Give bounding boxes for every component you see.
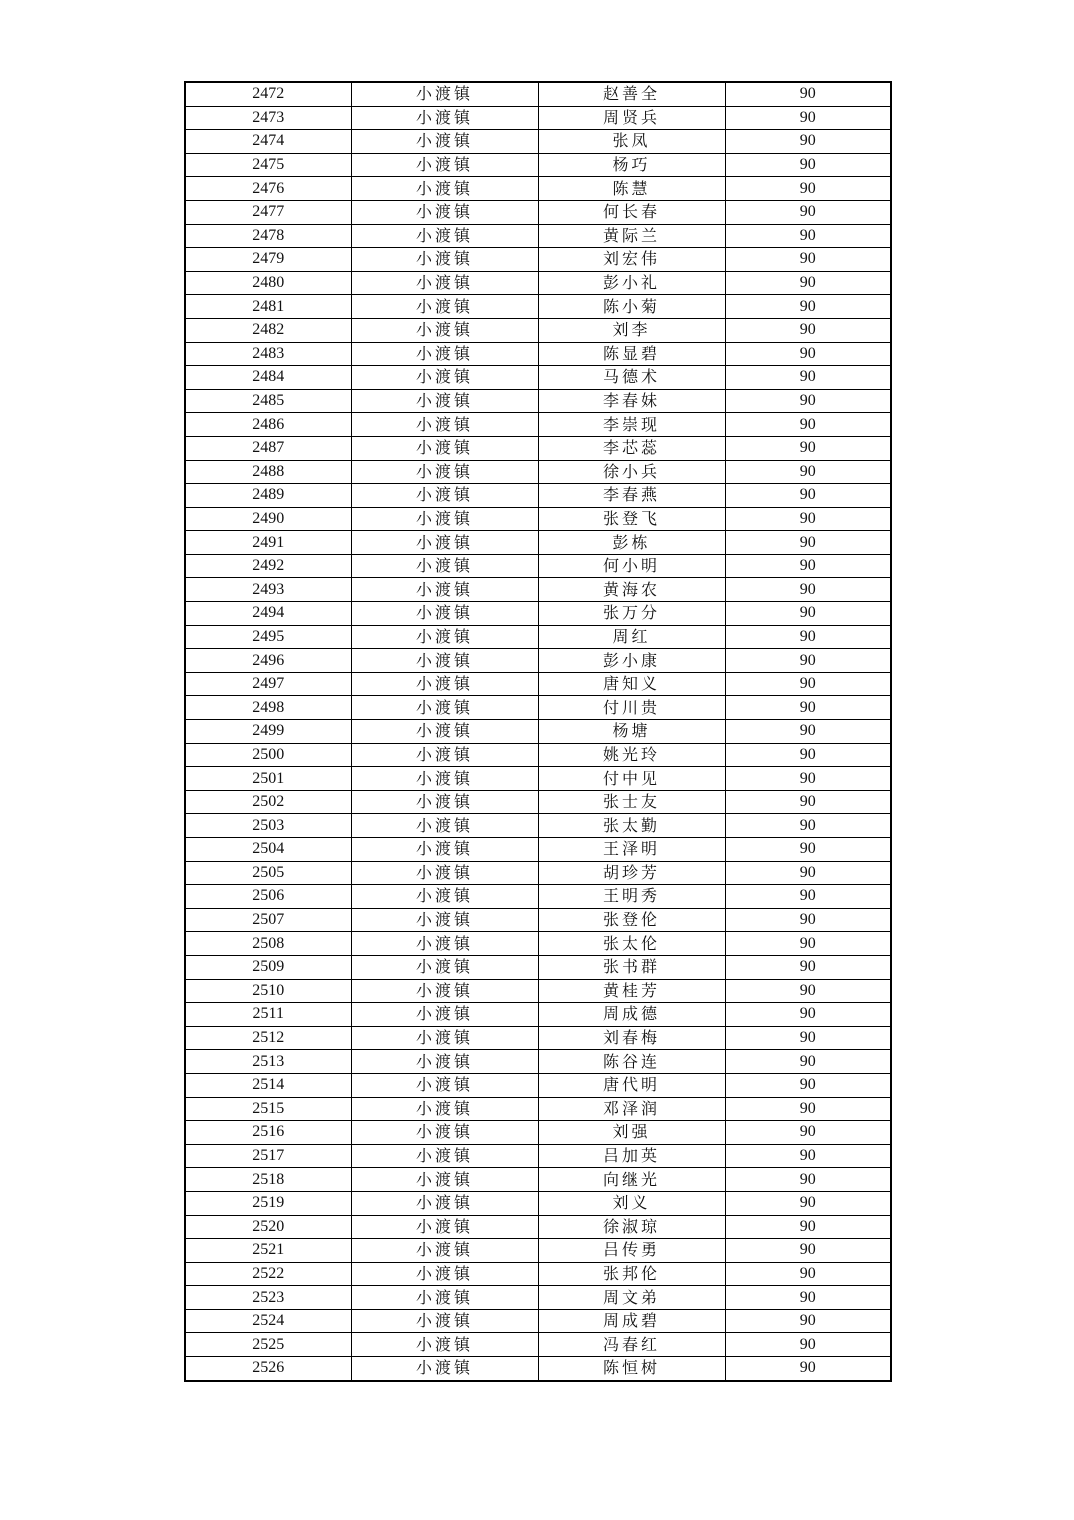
score-cell: 90 [725,436,891,460]
row-number-cell: 2515 [185,1097,351,1121]
town-cell: 小渡镇 [351,602,538,626]
name-cell: 李春妹 [538,389,725,413]
name-cell: 张凤 [538,130,725,154]
town-cell: 小渡镇 [351,1097,538,1121]
row-number-cell: 2519 [185,1191,351,1215]
town-cell: 小渡镇 [351,1333,538,1357]
table-row [185,130,891,154]
town-cell: 小渡镇 [351,625,538,649]
row-number-cell: 2508 [185,932,351,956]
name-cell: 彭小礼 [538,271,725,295]
town-cell: 小渡镇 [351,366,538,390]
name-cell: 陈小菊 [538,295,725,319]
table-row [185,861,891,885]
score-cell: 90 [725,696,891,720]
town-cell: 小渡镇 [351,932,538,956]
table-row [185,1097,891,1121]
town-cell: 小渡镇 [351,82,538,106]
town-cell: 小渡镇 [351,979,538,1003]
score-cell: 90 [725,1121,891,1145]
town-cell: 小渡镇 [351,1026,538,1050]
name-cell: 张登飞 [538,507,725,531]
name-cell: 徐小兵 [538,460,725,484]
row-number-cell: 2487 [185,436,351,460]
score-cell: 90 [725,507,891,531]
table-row [185,1003,891,1027]
name-cell: 张太勤 [538,814,725,838]
name-cell: 周文弟 [538,1286,725,1310]
town-cell: 小渡镇 [351,861,538,885]
row-number-cell: 2475 [185,153,351,177]
row-number-cell: 2493 [185,578,351,602]
row-number-cell: 2510 [185,979,351,1003]
town-cell: 小渡镇 [351,1050,538,1074]
table-row [185,106,891,130]
table-row [185,1168,891,1192]
score-cell: 90 [725,484,891,508]
row-number-cell: 2495 [185,625,351,649]
row-number-cell: 2485 [185,389,351,413]
score-cell: 90 [725,743,891,767]
score-cell: 90 [725,295,891,319]
score-cell: 90 [725,979,891,1003]
table-row [185,436,891,460]
table-row [185,554,891,578]
row-number-cell: 2503 [185,814,351,838]
name-cell: 赵善全 [538,82,725,106]
name-cell: 何长春 [538,200,725,224]
row-number-cell: 2474 [185,130,351,154]
name-cell: 刘强 [538,1121,725,1145]
table-row [185,955,891,979]
score-cell: 90 [725,342,891,366]
table-row [185,1309,891,1333]
name-cell: 付川贵 [538,696,725,720]
table-row [185,342,891,366]
name-cell: 陈恒树 [538,1357,725,1381]
row-number-cell: 2480 [185,271,351,295]
row-number-cell: 2524 [185,1309,351,1333]
row-number-cell: 2483 [185,342,351,366]
row-number-cell: 2507 [185,908,351,932]
name-cell: 张太伦 [538,932,725,956]
score-cell: 90 [725,106,891,130]
row-number-cell: 2516 [185,1121,351,1145]
row-number-cell: 2511 [185,1003,351,1027]
score-cell: 90 [725,908,891,932]
town-cell: 小渡镇 [351,554,538,578]
name-cell: 张邦伦 [538,1262,725,1286]
table-row [185,814,891,838]
table-row [185,672,891,696]
score-cell: 90 [725,130,891,154]
table-row [185,1357,891,1381]
town-cell: 小渡镇 [351,1286,538,1310]
row-number-cell: 2500 [185,743,351,767]
score-cell: 90 [725,861,891,885]
table-row [185,460,891,484]
score-cell: 90 [725,318,891,342]
score-cell: 90 [725,885,891,909]
name-cell: 陈谷连 [538,1050,725,1074]
name-cell: 刘李 [538,318,725,342]
name-cell: 陈慧 [538,177,725,201]
row-number-cell: 2497 [185,672,351,696]
name-cell: 黄际兰 [538,224,725,248]
town-cell: 小渡镇 [351,1357,538,1381]
score-cell: 90 [725,720,891,744]
table-row [185,743,891,767]
row-number-cell: 2501 [185,767,351,791]
town-cell: 小渡镇 [351,389,538,413]
table-row [185,1262,891,1286]
table-row [185,1215,891,1239]
score-cell: 90 [725,366,891,390]
name-cell: 马德术 [538,366,725,390]
town-cell: 小渡镇 [351,1239,538,1263]
name-cell: 唐知义 [538,672,725,696]
table-row [185,248,891,272]
table-row [185,366,891,390]
name-cell: 李芯蕊 [538,436,725,460]
name-cell: 李春燕 [538,484,725,508]
table-row [185,790,891,814]
town-cell: 小渡镇 [351,224,538,248]
town-cell: 小渡镇 [351,106,538,130]
score-cell: 90 [725,531,891,555]
name-cell: 邓泽润 [538,1097,725,1121]
name-cell: 李崇现 [538,413,725,437]
row-number-cell: 2491 [185,531,351,555]
town-cell: 小渡镇 [351,318,538,342]
table-row [185,295,891,319]
score-cell: 90 [725,1003,891,1027]
score-cell: 90 [725,814,891,838]
row-number-cell: 2520 [185,1215,351,1239]
score-cell: 90 [725,1215,891,1239]
name-cell: 向继光 [538,1168,725,1192]
name-cell: 杨巧 [538,153,725,177]
table-row [185,200,891,224]
town-cell: 小渡镇 [351,649,538,673]
score-cell: 90 [725,578,891,602]
score-cell: 90 [725,1168,891,1192]
row-number-cell: 2486 [185,413,351,437]
row-number-cell: 2494 [185,602,351,626]
town-cell: 小渡镇 [351,1191,538,1215]
name-cell: 付中见 [538,767,725,791]
table-row [185,413,891,437]
table-row [185,602,891,626]
table-row [185,885,891,909]
table-row [185,224,891,248]
table-row [185,720,891,744]
town-cell: 小渡镇 [351,295,538,319]
town-cell: 小渡镇 [351,955,538,979]
town-cell: 小渡镇 [351,1309,538,1333]
table-row [185,484,891,508]
roster-table-body [185,82,891,1381]
row-number-cell: 2489 [185,484,351,508]
score-cell: 90 [725,271,891,295]
row-number-cell: 2476 [185,177,351,201]
table-row [185,1026,891,1050]
row-number-cell: 2496 [185,649,351,673]
name-cell: 王泽明 [538,838,725,862]
town-cell: 小渡镇 [351,177,538,201]
town-cell: 小渡镇 [351,1144,538,1168]
score-cell: 90 [725,248,891,272]
town-cell: 小渡镇 [351,342,538,366]
score-cell: 90 [725,838,891,862]
score-cell: 90 [725,602,891,626]
table-row [185,696,891,720]
score-cell: 90 [725,649,891,673]
table-row [185,838,891,862]
name-cell: 刘春梅 [538,1026,725,1050]
row-number-cell: 2517 [185,1144,351,1168]
score-cell: 90 [725,1073,891,1097]
row-number-cell: 2472 [185,82,351,106]
name-cell: 彭栋 [538,531,725,555]
name-cell: 陈显碧 [538,342,725,366]
table-row [185,578,891,602]
row-number-cell: 2502 [185,790,351,814]
row-number-cell: 2513 [185,1050,351,1074]
score-cell: 90 [725,413,891,437]
table-row [185,1050,891,1074]
row-number-cell: 2481 [185,295,351,319]
table-row [185,979,891,1003]
score-cell: 90 [725,200,891,224]
town-cell: 小渡镇 [351,1003,538,1027]
table-row [185,932,891,956]
score-cell: 90 [725,460,891,484]
name-cell: 周成碧 [538,1309,725,1333]
table-row [185,271,891,295]
town-cell: 小渡镇 [351,248,538,272]
score-cell: 90 [725,1144,891,1168]
table-row [185,1239,891,1263]
row-number-cell: 2506 [185,885,351,909]
town-cell: 小渡镇 [351,696,538,720]
town-cell: 小渡镇 [351,672,538,696]
name-cell: 张万分 [538,602,725,626]
table-row [185,1286,891,1310]
name-cell: 彭小康 [538,649,725,673]
table-row [185,153,891,177]
name-cell: 黄海农 [538,578,725,602]
table-row [185,649,891,673]
town-cell: 小渡镇 [351,720,538,744]
table-row [185,1073,891,1097]
name-cell: 胡珍芳 [538,861,725,885]
town-cell: 小渡镇 [351,271,538,295]
town-cell: 小渡镇 [351,413,538,437]
name-cell: 杨塘 [538,720,725,744]
row-number-cell: 2512 [185,1026,351,1050]
score-cell: 90 [725,1357,891,1381]
town-cell: 小渡镇 [351,908,538,932]
town-cell: 小渡镇 [351,814,538,838]
town-cell: 小渡镇 [351,531,538,555]
town-cell: 小渡镇 [351,507,538,531]
table-row [185,318,891,342]
town-cell: 小渡镇 [351,1168,538,1192]
name-cell: 周贤兵 [538,106,725,130]
score-cell: 90 [725,672,891,696]
table-row [185,767,891,791]
score-cell: 90 [725,177,891,201]
row-number-cell: 2521 [185,1239,351,1263]
town-cell: 小渡镇 [351,1121,538,1145]
town-cell: 小渡镇 [351,1262,538,1286]
score-cell: 90 [725,1309,891,1333]
town-cell: 小渡镇 [351,1215,538,1239]
table-row [185,82,891,106]
row-number-cell: 2478 [185,224,351,248]
score-cell: 90 [725,554,891,578]
row-number-cell: 2492 [185,554,351,578]
score-cell: 90 [725,1333,891,1357]
row-number-cell: 2514 [185,1073,351,1097]
table-row [185,1191,891,1215]
row-number-cell: 2509 [185,955,351,979]
row-number-cell: 2525 [185,1333,351,1357]
score-cell: 90 [725,625,891,649]
name-cell: 张书群 [538,955,725,979]
score-cell: 90 [725,1239,891,1263]
row-number-cell: 2522 [185,1262,351,1286]
row-number-cell: 2499 [185,720,351,744]
town-cell: 小渡镇 [351,153,538,177]
town-cell: 小渡镇 [351,436,538,460]
town-cell: 小渡镇 [351,578,538,602]
town-cell: 小渡镇 [351,743,538,767]
score-cell: 90 [725,224,891,248]
name-cell: 刘义 [538,1191,725,1215]
town-cell: 小渡镇 [351,1073,538,1097]
score-cell: 90 [725,153,891,177]
row-number-cell: 2488 [185,460,351,484]
score-cell: 90 [725,1097,891,1121]
town-cell: 小渡镇 [351,200,538,224]
row-number-cell: 2498 [185,696,351,720]
name-cell: 周成德 [538,1003,725,1027]
row-number-cell: 2518 [185,1168,351,1192]
name-cell: 张登伦 [538,908,725,932]
roster-table [184,81,892,1382]
name-cell: 黄桂芳 [538,979,725,1003]
name-cell: 姚光玲 [538,743,725,767]
table-row [185,1333,891,1357]
name-cell: 徐淑琼 [538,1215,725,1239]
row-number-cell: 2523 [185,1286,351,1310]
table-row [185,908,891,932]
row-number-cell: 2477 [185,200,351,224]
name-cell: 唐代明 [538,1073,725,1097]
score-cell: 90 [725,1026,891,1050]
table-row [185,1144,891,1168]
name-cell: 吕加英 [538,1144,725,1168]
row-number-cell: 2484 [185,366,351,390]
score-cell: 90 [725,790,891,814]
row-number-cell: 2479 [185,248,351,272]
score-cell: 90 [725,955,891,979]
score-cell: 90 [725,82,891,106]
row-number-cell: 2490 [185,507,351,531]
town-cell: 小渡镇 [351,484,538,508]
row-number-cell: 2505 [185,861,351,885]
score-cell: 90 [725,1050,891,1074]
town-cell: 小渡镇 [351,460,538,484]
row-number-cell: 2473 [185,106,351,130]
town-cell: 小渡镇 [351,885,538,909]
name-cell: 吕传勇 [538,1239,725,1263]
name-cell: 刘宏伟 [538,248,725,272]
name-cell: 周红 [538,625,725,649]
name-cell: 王明秀 [538,885,725,909]
score-cell: 90 [725,932,891,956]
row-number-cell: 2504 [185,838,351,862]
score-cell: 90 [725,1191,891,1215]
name-cell: 张士友 [538,790,725,814]
row-number-cell: 2482 [185,318,351,342]
table-row [185,389,891,413]
table-row [185,507,891,531]
score-cell: 90 [725,767,891,791]
score-cell: 90 [725,1262,891,1286]
town-cell: 小渡镇 [351,838,538,862]
table-row [185,177,891,201]
name-cell: 何小明 [538,554,725,578]
town-cell: 小渡镇 [351,130,538,154]
name-cell: 冯春红 [538,1333,725,1357]
town-cell: 小渡镇 [351,767,538,791]
row-number-cell: 2526 [185,1357,351,1381]
table-row [185,625,891,649]
score-cell: 90 [725,1286,891,1310]
town-cell: 小渡镇 [351,790,538,814]
table-row [185,1121,891,1145]
score-cell: 90 [725,389,891,413]
table-row [185,531,891,555]
